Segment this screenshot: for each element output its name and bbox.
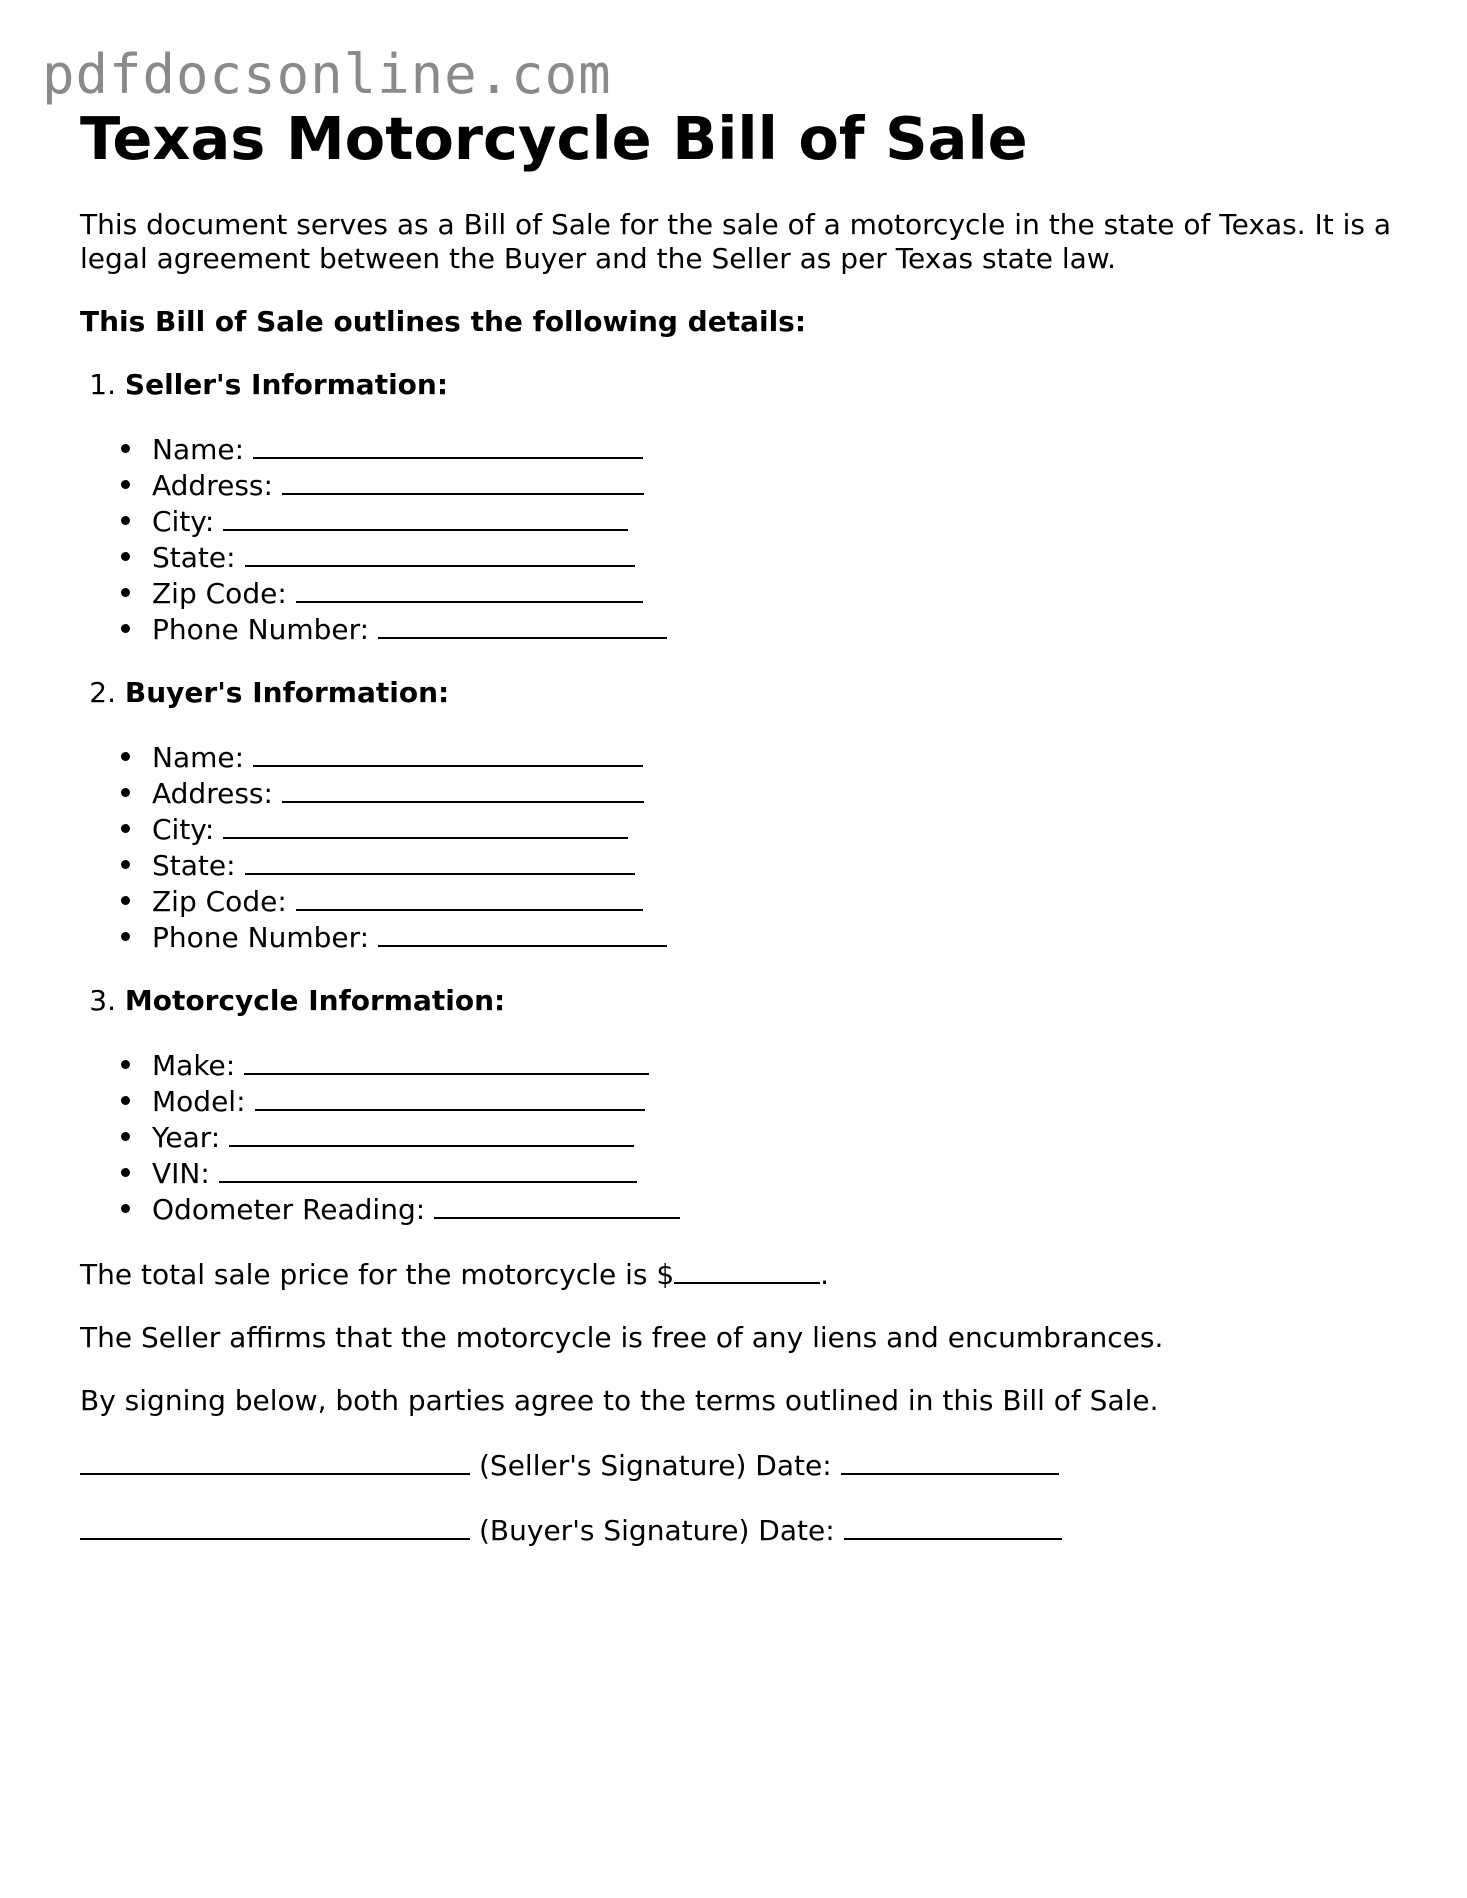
seller-signature-row [80,1447,1400,1483]
motorcycle-section-heading [80,984,1400,1018]
buyer-signature-blank-line[interactable] [80,1512,470,1540]
watermark-text: pdfdocsonline.com [42,43,612,106]
name-blank-line[interactable] [253,739,643,767]
city-blank-line[interactable] [223,811,628,839]
model-blank-line[interactable] [255,1083,645,1111]
field-label: Zip Code: [152,885,287,918]
agreement-paragraph: By signing below, both parties agree to the terms outlined in this Bill of Sale. [80,1384,1159,1417]
sale-price-paragraph [80,1256,1400,1292]
field-label: Name: [152,741,245,774]
list-item [152,575,1400,611]
address-blank-line[interactable] [282,775,644,803]
document-page [80,100,1400,1548]
section-number: 2. [89,676,116,709]
zip-code-blank-line[interactable] [296,883,643,911]
field-label: City: [152,505,215,538]
details-subheading: This Bill of Sale outlines the following details: [80,305,807,338]
field-label: Make: [152,1049,236,1082]
field-label: Phone Number: [152,921,370,954]
phone-number-blank-line[interactable] [378,919,667,947]
list-item [152,883,1400,919]
field-label: Phone Number: [152,613,370,646]
zip-code-blank-line[interactable] [296,575,643,603]
section-title: Motorcycle Information: [124,984,506,1017]
seller-signature-blank-line[interactable] [80,1447,470,1475]
city-blank-line[interactable] [223,503,628,531]
buyer-fields-list [80,739,1400,955]
list-item [152,919,1400,955]
name-blank-line[interactable] [253,431,643,459]
state-blank-line[interactable] [245,539,635,567]
field-label: Address: [152,469,273,502]
sale-price-period: . [820,1258,830,1291]
motorcycle-fields-list [80,1047,1400,1227]
list-item [152,1119,1400,1155]
year-blank-line[interactable] [229,1119,634,1147]
document-title: Texas Motorcycle Bill of Sale [80,104,1028,173]
section-title: Buyer's Information: [124,676,450,709]
seller-date-blank-line[interactable] [841,1447,1059,1475]
sale-price-blank-line[interactable] [674,1256,820,1284]
field-label: Model: [152,1085,246,1118]
list-item [152,431,1400,467]
list-item [152,847,1400,883]
sale-price-text: The total sale price for the motorcycle is $ [80,1258,675,1291]
list-item [152,503,1400,539]
section-number: 3. [89,984,116,1017]
field-label: State: [152,849,236,882]
list-item [152,467,1400,503]
field-label: State: [152,541,236,574]
field-label: Zip Code: [152,577,287,610]
state-blank-line[interactable] [245,847,635,875]
list-item [152,811,1400,847]
phone-number-blank-line[interactable] [378,611,667,639]
buyer-section-heading [80,676,1400,710]
address-blank-line[interactable] [282,467,644,495]
list-item [152,739,1400,775]
seller-signature-label: (Seller's Signature) Date: [479,1449,832,1482]
seller-section-heading [80,368,1400,402]
section-title: Seller's Information: [124,368,449,401]
field-label: VIN: [152,1157,210,1190]
field-label: Name: [152,433,245,466]
vin-blank-line[interactable] [219,1155,637,1183]
buyer-signature-label: (Buyer's Signature) Date: [479,1514,835,1547]
odometer-reading-blank-line[interactable] [434,1191,680,1219]
field-label: Address: [152,777,273,810]
buyer-date-blank-line[interactable] [844,1512,1062,1540]
list-item [152,1191,1400,1227]
list-item [152,1047,1400,1083]
list-item [152,539,1400,575]
list-item [152,775,1400,811]
list-item [152,1083,1400,1119]
field-label: Odometer Reading: [152,1193,426,1226]
field-label: Year: [152,1121,221,1154]
seller-fields-list [80,431,1400,647]
make-blank-line[interactable] [244,1047,649,1075]
liens-paragraph: The Seller affirms that the motorcycle is free of any liens and encumbrances. [80,1321,1164,1354]
buyer-signature-row [80,1512,1400,1548]
section-number: 1. [89,368,116,401]
intro-paragraph: This document serves as a Bill of Sale for the sale of a motorcycle in the state of Texas. It is a legal agreement between the Buyer and the Seller as per Texas state law. [80,208,1392,275]
field-label: City: [152,813,215,846]
list-item [152,1155,1400,1191]
list-item [152,611,1400,647]
